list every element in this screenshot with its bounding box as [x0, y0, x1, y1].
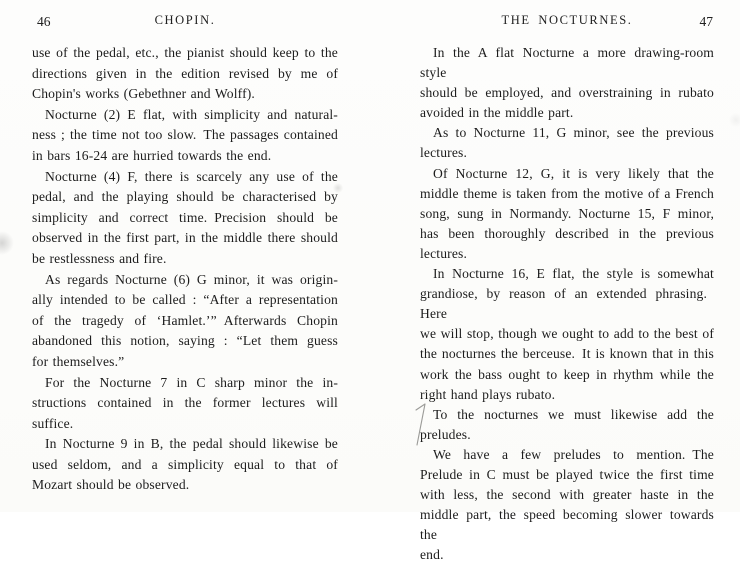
page-right-header	[420, 13, 714, 33]
running-head-right: THE NOCTURNES.	[501, 13, 633, 27]
text-line: be restlessness and fire.	[32, 250, 167, 266]
text-line: of the tragedy of ‘Hamlet.’” Afterwards Chopin	[32, 312, 338, 328]
text-line: grandiose, by reason of an extended phrasing. Here	[420, 286, 714, 322]
text-line: preludes.	[420, 426, 471, 442]
page-number-left: 46	[37, 14, 51, 29]
text-line: work the bass ought to keep in rhythm while the	[420, 366, 714, 382]
paragraph	[32, 434, 338, 496]
text-line: has been thoroughly described in the previous	[420, 225, 714, 241]
page-left-header	[32, 13, 338, 33]
text-line: used seldom, and a simplicity equal to that of	[32, 456, 338, 472]
paragraph	[420, 405, 714, 445]
text-line: end.	[420, 547, 444, 563]
text-line: Nocturne (2) E flat, with simplicity and natural-	[45, 106, 338, 122]
text-line: In the A flat Nocturne a more drawing-room style	[420, 45, 714, 81]
text-line: avoided in the middle part.	[420, 105, 574, 121]
text-line: For the Nocturne 7 in C sharp minor the in-	[45, 374, 338, 390]
text-line: simplicity and correct time. Precision should be	[32, 209, 338, 225]
paragraph	[32, 43, 338, 105]
paragraph	[420, 43, 714, 123]
text-line: As regards Nocturne (6) G minor, it was origin-	[45, 271, 338, 287]
text-line: lectures.	[420, 145, 468, 161]
pencil-margin-mark	[413, 402, 427, 448]
text-line: directions given in the edition revised by me of	[32, 65, 338, 81]
text-line: for themselves.”	[32, 353, 125, 369]
page-left-body	[32, 43, 338, 496]
text-line: Of Nocturne 12, G, it is very likely that the	[433, 165, 714, 181]
paragraph	[32, 167, 338, 270]
text-line: Mozart should be observed.	[32, 477, 190, 493]
text-line: middle part, the speed becoming slower towards the	[420, 507, 714, 543]
text-line: pedal, and the playing should be characterised by	[32, 189, 338, 205]
text-line: In Nocturne 16, E flat, the style is somewhat	[433, 266, 714, 282]
paragraph	[420, 445, 714, 565]
page-number-right: 47	[699, 14, 713, 29]
text-line: song, sung in Normandy. Nocturne 15, F minor,	[420, 205, 714, 221]
text-line: To the nocturnes we must likewise add the	[433, 406, 714, 422]
page-right	[420, 0, 714, 563]
text-line: We have a few preludes to mention. The	[433, 446, 714, 462]
text-line: lectures.	[420, 245, 468, 261]
paragraph	[420, 123, 714, 163]
text-line: should be employed, and overstraining in rubato	[420, 85, 714, 101]
text-line: the nocturnes the berceuse. It is known that in this	[420, 346, 714, 362]
paragraph	[420, 164, 714, 264]
text-line: observed in the first part, in the middle there should	[32, 230, 338, 246]
paragraph	[32, 105, 338, 167]
text-line: Prelude in C must be played twice the first time	[420, 466, 714, 482]
text-line: In Nocturne 9 in B, the pedal should likewise be	[45, 436, 338, 452]
text-line: abandoned this notion, saying : “Let them guess	[32, 333, 338, 349]
paragraph	[420, 264, 714, 405]
text-line: Chopin's works (Gebethner and Wolff).	[32, 86, 255, 102]
text-line: we will stop, though we ought to add to the best of	[420, 326, 714, 342]
text-line: with less, the second with greater haste in the	[420, 487, 714, 503]
text-line: in bars 16-24 are hurried towards the end.	[32, 147, 272, 163]
paragraph	[32, 373, 338, 435]
text-line: middle theme is taken from the motive of a French	[420, 185, 714, 201]
text-line: right hand plays rubato.	[420, 386, 556, 402]
text-line: As to Nocturne 11, G minor, see the previous	[433, 125, 714, 141]
page-right-body	[420, 43, 714, 565]
text-line: ness ; the time not too slow. The passages contained	[32, 127, 338, 143]
text-line: use of the pedal, etc., the pianist should keep to the	[32, 45, 338, 60]
page-left	[32, 0, 338, 512]
running-head-left: CHOPIN.	[154, 13, 216, 27]
text-line: ally intended to be called : “After a representation	[32, 292, 338, 308]
paragraph	[32, 270, 338, 373]
text-line: structions contained in the former lectures will	[32, 395, 338, 411]
text-line: suffice.	[32, 415, 74, 431]
text-line: Nocturne (4) F, there is scarcely any use of the	[45, 168, 338, 184]
